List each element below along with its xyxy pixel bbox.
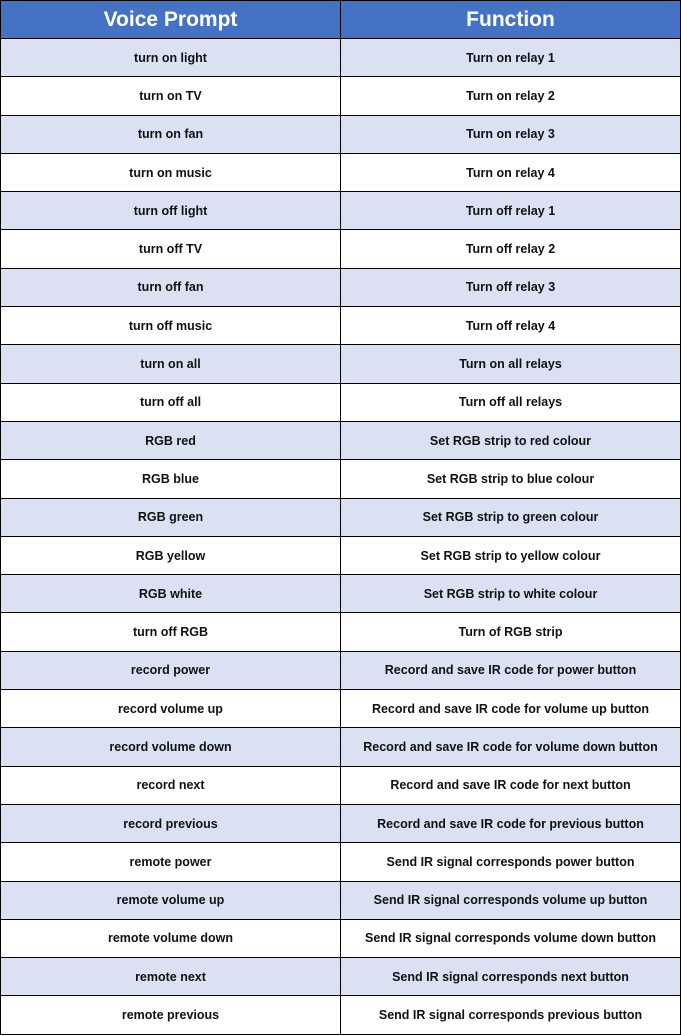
function-cell: Turn of RGB strip [341, 613, 681, 651]
voice-prompt-cell: remote volume down [1, 919, 341, 957]
function-cell: Turn on relay 1 [341, 39, 681, 77]
voice-prompt-cell: record volume up [1, 690, 341, 728]
voice-prompt-cell: remote power [1, 843, 341, 881]
table-row [1, 460, 681, 498]
header-row [1, 1, 681, 39]
voice-prompt-cell: RGB blue [1, 460, 341, 498]
voice-prompt-cell: turn on light [1, 39, 341, 77]
function-cell: Turn off relay 4 [341, 307, 681, 345]
table-row [1, 498, 681, 536]
voice-prompt-cell: turn on music [1, 153, 341, 191]
function-cell: Send IR signal corresponds next button [341, 958, 681, 996]
voice-prompt-cell: turn off fan [1, 268, 341, 306]
function-cell: Turn off relay 1 [341, 192, 681, 230]
voice-prompt-cell: turn off RGB [1, 613, 341, 651]
voice-prompt-cell: turn off light [1, 192, 341, 230]
table-body [1, 39, 681, 1035]
table-row [1, 421, 681, 459]
function-cell: Set RGB strip to white colour [341, 575, 681, 613]
voice-prompt-cell: remote volume up [1, 881, 341, 919]
table-row [1, 766, 681, 804]
table-header [1, 1, 681, 39]
voice-prompt-cell: turn on fan [1, 115, 341, 153]
function-cell: Turn off relay 2 [341, 230, 681, 268]
voice-prompt-cell: RGB white [1, 575, 341, 613]
voice-prompt-cell: turn off TV [1, 230, 341, 268]
table-row [1, 115, 681, 153]
voice-prompt-cell: record previous [1, 804, 341, 842]
function-cell: Turn on relay 4 [341, 153, 681, 191]
table-row [1, 230, 681, 268]
voice-prompt-cell: RGB green [1, 498, 341, 536]
table-row [1, 77, 681, 115]
function-cell: Record and save IR code for previous button [341, 804, 681, 842]
table-row [1, 536, 681, 574]
voice-prompt-cell: turn on TV [1, 77, 341, 115]
voice-prompt-header: Voice Prompt [1, 1, 341, 39]
table-row [1, 651, 681, 689]
function-cell: Record and save IR code for next button [341, 766, 681, 804]
table-row [1, 307, 681, 345]
table-row [1, 613, 681, 651]
function-cell: Turn on relay 2 [341, 77, 681, 115]
voice-prompt-cell: record next [1, 766, 341, 804]
voice-prompt-cell: turn off all [1, 383, 341, 421]
function-cell: Set RGB strip to blue colour [341, 460, 681, 498]
voice-prompt-cell: RGB red [1, 421, 341, 459]
table-row [1, 383, 681, 421]
function-cell: Send IR signal corresponds volume down button [341, 919, 681, 957]
function-cell: Record and save IR code for volume up button [341, 690, 681, 728]
function-cell: Send IR signal corresponds volume up button [341, 881, 681, 919]
function-cell: Send IR signal corresponds previous button [341, 996, 681, 1034]
table-row [1, 39, 681, 77]
voice-prompt-cell: turn on all [1, 345, 341, 383]
table-row [1, 804, 681, 842]
function-cell: Record and save IR code for power button [341, 651, 681, 689]
table-row [1, 881, 681, 919]
table-row [1, 958, 681, 996]
table-row [1, 690, 681, 728]
function-cell: Record and save IR code for volume down button [341, 728, 681, 766]
voice-prompt-cell: RGB yellow [1, 536, 341, 574]
voice-prompt-cell: remote previous [1, 996, 341, 1034]
voice-prompt-cell: turn off music [1, 307, 341, 345]
table-row [1, 153, 681, 191]
voice-prompt-cell: remote next [1, 958, 341, 996]
table-row [1, 843, 681, 881]
function-cell: Turn off all relays [341, 383, 681, 421]
table-row [1, 728, 681, 766]
function-header: Function [341, 1, 681, 39]
table-row [1, 996, 681, 1034]
voice-prompt-cell: record volume down [1, 728, 341, 766]
function-cell: Set RGB strip to yellow colour [341, 536, 681, 574]
function-cell: Turn on all relays [341, 345, 681, 383]
table-row [1, 919, 681, 957]
function-cell: Send IR signal corresponds power button [341, 843, 681, 881]
function-cell: Set RGB strip to red colour [341, 421, 681, 459]
table-row [1, 575, 681, 613]
function-cell: Turn on relay 3 [341, 115, 681, 153]
function-cell: Set RGB strip to green colour [341, 498, 681, 536]
function-cell: Turn off relay 3 [341, 268, 681, 306]
table-row [1, 268, 681, 306]
table-row [1, 192, 681, 230]
table-row [1, 345, 681, 383]
voice-prompt-cell: record power [1, 651, 341, 689]
